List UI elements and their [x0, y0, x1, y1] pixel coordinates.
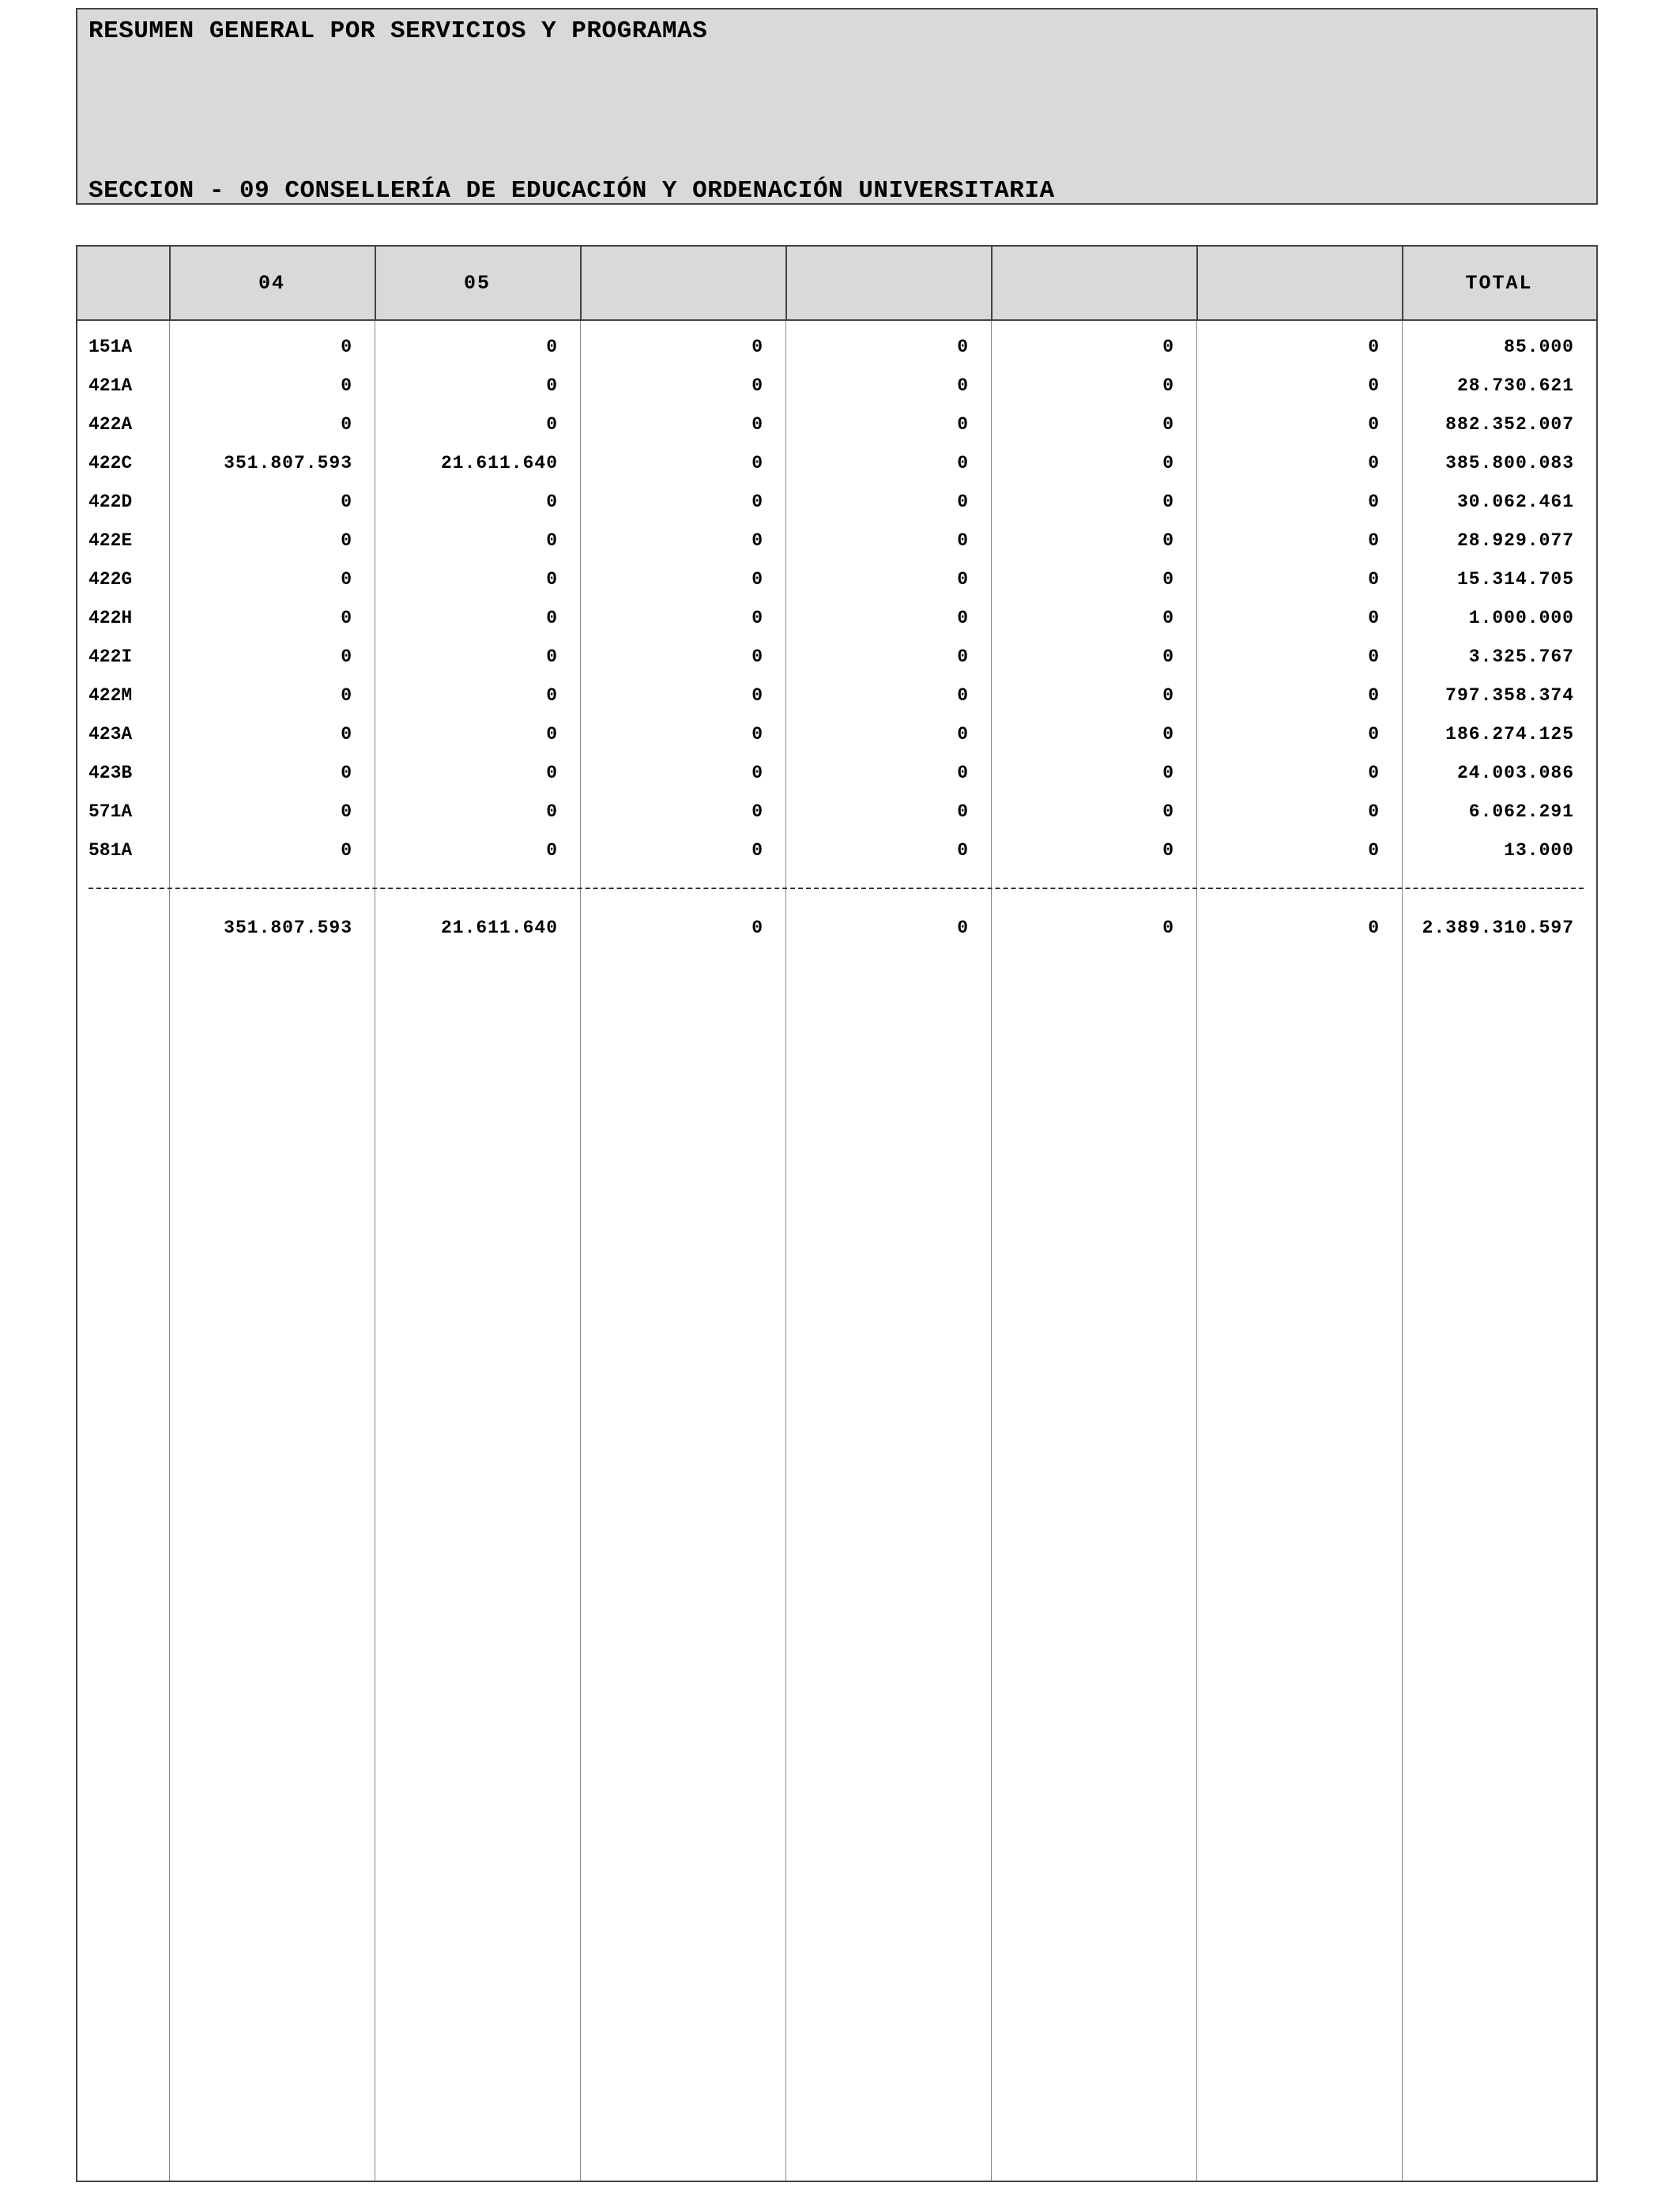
value-cell: 0	[1368, 375, 1380, 396]
value-cell: 0	[957, 337, 969, 357]
value-cell: 0	[1368, 608, 1380, 628]
value-cell: 0	[1368, 918, 1380, 938]
table-row	[77, 414, 1596, 438]
dashed-separator	[89, 888, 1584, 889]
report-title: RESUMEN GENERAL POR SERVICIOS Y PROGRAMAS	[89, 17, 708, 45]
table-row	[77, 569, 1596, 593]
value-cell: 0	[957, 918, 969, 938]
report-header	[76, 8, 1598, 205]
total-cell: 3.325.767	[1468, 647, 1574, 667]
program-code: 422M	[89, 685, 133, 706]
table-row	[77, 763, 1596, 786]
column-header: 04	[258, 272, 285, 295]
program-code: 422D	[89, 492, 133, 512]
value-cell: 0	[1162, 569, 1174, 590]
value-cell: 0	[546, 337, 558, 357]
value-cell: 0	[751, 414, 763, 435]
value-cell: 0	[1162, 685, 1174, 706]
program-code: 421A	[89, 375, 133, 396]
value-cell: 0	[1162, 337, 1174, 357]
value-cell: 21.611.640	[440, 918, 558, 938]
value-cell: 0	[751, 918, 763, 938]
value-cell: 0	[751, 453, 763, 473]
value-cell: 0	[957, 569, 969, 590]
total-cell: 28.730.621	[1456, 375, 1574, 396]
table-row	[77, 801, 1596, 825]
total-cell: 186.274.125	[1445, 724, 1574, 745]
summary-table	[76, 245, 1598, 2182]
total-cell: 1.000.000	[1468, 608, 1574, 628]
value-cell: 0	[957, 414, 969, 435]
value-cell: 0	[546, 801, 558, 822]
value-cell: 0	[1162, 530, 1174, 551]
value-cell: 0	[1368, 337, 1380, 357]
program-code: 422I	[89, 647, 133, 667]
header-divider	[991, 247, 993, 321]
value-cell: 0	[751, 530, 763, 551]
value-cell: 0	[341, 337, 352, 357]
value-cell: 0	[957, 840, 969, 861]
value-cell: 0	[1162, 918, 1174, 938]
value-cell: 0	[546, 840, 558, 861]
value-cell: 0	[957, 801, 969, 822]
value-cell: 0	[546, 608, 558, 628]
value-cell: 0	[1162, 647, 1174, 667]
value-cell: 0	[1368, 414, 1380, 435]
value-cell: 0	[751, 375, 763, 396]
value-cell: 0	[546, 685, 558, 706]
value-cell: 0	[751, 647, 763, 667]
value-cell: 0	[751, 763, 763, 783]
table-row	[77, 685, 1596, 709]
value-cell: 0	[341, 608, 352, 628]
program-code: 422G	[89, 569, 133, 590]
table-row	[77, 724, 1596, 748]
value-cell: 0	[957, 647, 969, 667]
value-cell: 0	[1368, 492, 1380, 512]
value-cell: 0	[751, 492, 763, 512]
value-cell: 0	[957, 724, 969, 745]
value-cell: 0	[1162, 453, 1174, 473]
table-row	[77, 492, 1596, 515]
value-cell: 21.611.640	[440, 453, 558, 473]
program-code: 422E	[89, 530, 133, 551]
value-cell: 0	[1368, 685, 1380, 706]
table-row	[77, 375, 1596, 399]
value-cell: 0	[341, 801, 352, 822]
header-divider	[785, 247, 787, 321]
program-code: 423A	[89, 724, 133, 745]
value-cell: 0	[957, 492, 969, 512]
value-cell: 0	[341, 530, 352, 551]
total-cell: 30.062.461	[1456, 492, 1574, 512]
program-code: 422H	[89, 608, 133, 628]
value-cell: 0	[546, 569, 558, 590]
value-cell: 0	[751, 801, 763, 822]
program-code: 581A	[89, 840, 133, 861]
value-cell: 0	[341, 492, 352, 512]
value-cell: 0	[341, 414, 352, 435]
value-cell: 0	[957, 763, 969, 783]
value-cell: 0	[341, 569, 352, 590]
value-cell: 0	[546, 530, 558, 551]
value-cell: 0	[957, 530, 969, 551]
value-cell: 0	[957, 453, 969, 473]
total-cell: 15.314.705	[1456, 569, 1574, 590]
value-cell: 0	[751, 337, 763, 357]
value-cell: 0	[341, 375, 352, 396]
value-cell: 0	[1368, 453, 1380, 473]
value-cell: 0	[341, 647, 352, 667]
total-cell: 882.352.007	[1445, 414, 1574, 435]
header-divider	[1196, 247, 1198, 321]
total-cell: 13.000	[1504, 840, 1574, 861]
column-header: 05	[463, 272, 491, 295]
value-cell: 0	[546, 375, 558, 396]
value-cell: 0	[546, 763, 558, 783]
value-cell: 0	[751, 840, 763, 861]
value-cell: 0	[957, 608, 969, 628]
value-cell: 0	[1162, 608, 1174, 628]
value-cell: 0	[546, 724, 558, 745]
header-divider	[580, 247, 582, 321]
program-code: 423B	[89, 763, 133, 783]
section-title: SECCION - 09 CONSELLERÍA DE EDUCACIÓN Y ORDENACIÓN UNIVERSITARIA	[89, 177, 1055, 205]
value-cell: 0	[341, 763, 352, 783]
value-cell: 0	[341, 840, 352, 861]
value-cell: 0	[1162, 414, 1174, 435]
value-cell: 0	[1368, 840, 1380, 861]
value-cell: 0	[341, 685, 352, 706]
value-cell: 0	[1368, 724, 1380, 745]
value-cell: 0	[1162, 763, 1174, 783]
table-row	[77, 337, 1596, 360]
value-cell: 351.807.593	[224, 453, 352, 473]
value-cell: 0	[1162, 840, 1174, 861]
value-cell: 0	[546, 647, 558, 667]
value-cell: 0	[957, 685, 969, 706]
value-cell: 0	[546, 414, 558, 435]
program-code: 571A	[89, 801, 133, 822]
value-cell: 0	[957, 375, 969, 396]
value-cell: 0	[751, 569, 763, 590]
table-row	[77, 647, 1596, 670]
value-cell: 0	[751, 685, 763, 706]
total-cell: 797.358.374	[1445, 685, 1574, 706]
value-cell: 0	[751, 724, 763, 745]
value-cell: 351.807.593	[224, 918, 352, 938]
value-cell: 0	[1368, 763, 1380, 783]
value-cell: 0	[751, 608, 763, 628]
value-cell: 0	[1368, 569, 1380, 590]
value-cell: 0	[546, 492, 558, 512]
value-cell: 0	[1162, 724, 1174, 745]
total-cell: 24.003.086	[1456, 763, 1574, 783]
totals-row	[77, 918, 1596, 941]
value-cell: 0	[1162, 492, 1174, 512]
total-cell: 6.062.291	[1468, 801, 1574, 822]
total-cell: 28.929.077	[1456, 530, 1574, 551]
program-code: 151A	[89, 337, 133, 357]
column-header: TOTAL	[1465, 272, 1533, 295]
value-cell: 0	[1368, 530, 1380, 551]
total-cell: 385.800.083	[1445, 453, 1574, 473]
value-cell: 0	[1368, 801, 1380, 822]
table-row	[77, 608, 1596, 631]
program-code: 422A	[89, 414, 133, 435]
value-cell: 0	[1162, 375, 1174, 396]
total-cell: 2.389.310.597	[1422, 918, 1574, 938]
table-row	[77, 530, 1596, 554]
value-cell: 0	[1368, 647, 1380, 667]
program-code: 422C	[89, 453, 133, 473]
table-row	[77, 840, 1596, 864]
value-cell: 0	[341, 724, 352, 745]
total-cell: 85.000	[1504, 337, 1574, 357]
value-cell: 0	[1162, 801, 1174, 822]
table-row	[77, 453, 1596, 477]
